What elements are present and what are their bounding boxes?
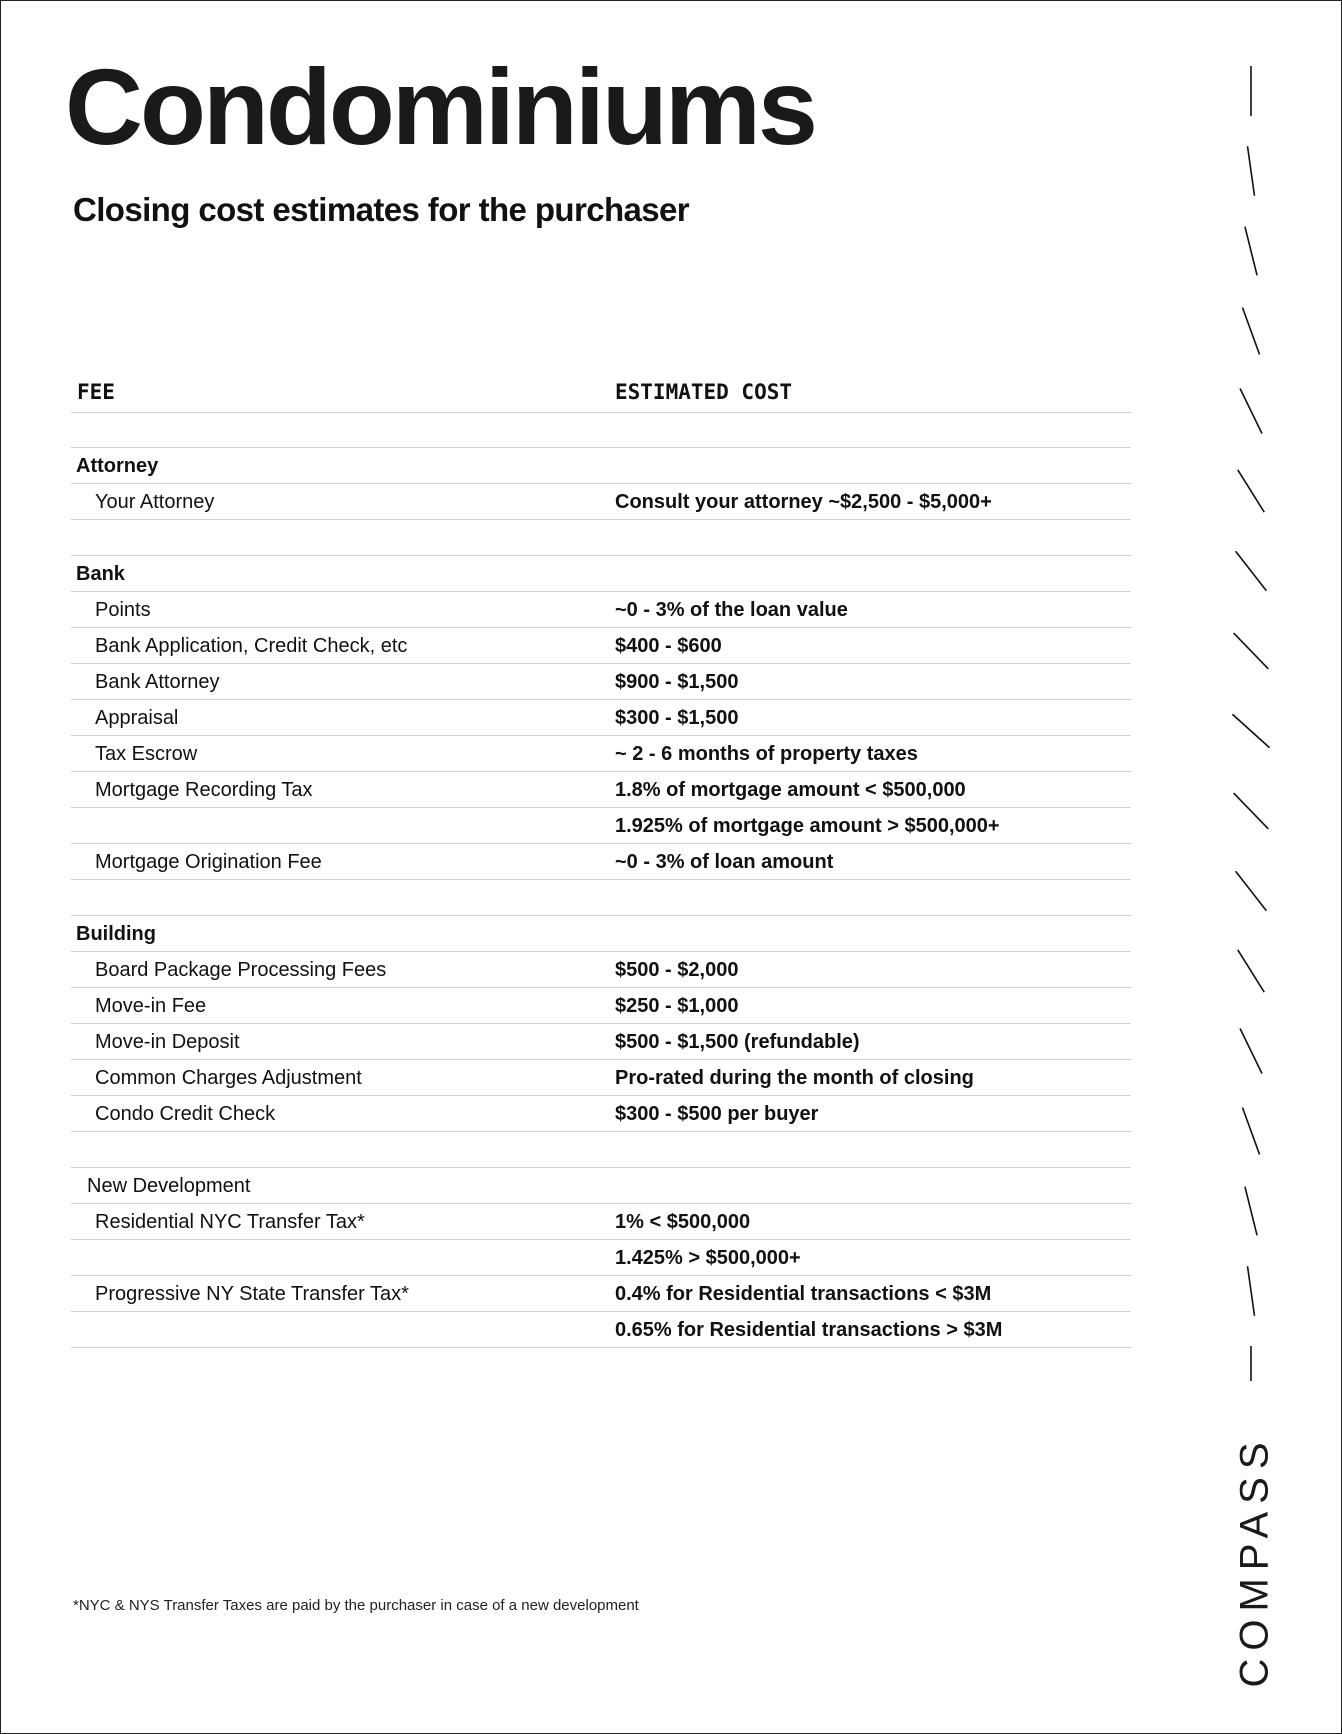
page-subtitle: Closing cost estimates for the purchaser — [73, 191, 690, 228]
table-row — [71, 1240, 1131, 1276]
cost-value: 1.425% > $500,000+ — [615, 1247, 801, 1269]
fee-label: Building — [76, 923, 156, 945]
compass-tick — [1245, 1187, 1257, 1236]
fee-column-header: FEE — [77, 380, 115, 404]
section-row — [71, 448, 1131, 484]
table-row — [71, 1060, 1131, 1096]
fee-label: Mortgage Origination Fee — [95, 851, 322, 873]
compass-tick — [1234, 633, 1269, 669]
compass-tick — [1242, 1108, 1259, 1155]
fee-label: Points — [95, 599, 151, 621]
compass-tick — [1248, 1266, 1255, 1316]
fee-label: Appraisal — [95, 707, 179, 729]
cost-value: $400 - $600 — [615, 635, 722, 657]
cost-value: $500 - $2,000 — [615, 959, 739, 981]
fee-label: Residential NYC Transfer Tax* — [95, 1211, 365, 1233]
cost-value: $500 - $1,500 (refundable) — [615, 1031, 860, 1053]
table-row — [71, 484, 1131, 520]
fee-label: Common Charges Adjustment — [95, 1067, 362, 1089]
fee-label: Progressive NY State Transfer Tax* — [95, 1283, 409, 1305]
cost-column-header: ESTIMATED COST — [615, 380, 793, 404]
compass-tick — [1245, 227, 1257, 276]
table-row — [71, 700, 1131, 736]
cost-value: Pro-rated during the month of closing — [615, 1067, 974, 1089]
table-row — [71, 1312, 1131, 1348]
cost-value: 0.65% for Residential transactions > $3M — [615, 1319, 1003, 1341]
compass-tick — [1238, 950, 1264, 992]
compass-tick — [1238, 470, 1264, 512]
fee-label: Attorney — [76, 455, 159, 477]
footnote: *NYC & NYS Transfer Taxes are paid by the purchaser in case of a new development — [73, 1597, 639, 1614]
section-row — [71, 556, 1131, 592]
compass-tick — [1240, 389, 1262, 434]
compass-logo: COMPASS — [1232, 1434, 1277, 1688]
section-row — [71, 1168, 1131, 1204]
fee-label: Bank — [76, 563, 125, 585]
cost-value: 1% < $500,000 — [615, 1211, 751, 1233]
fee-label: Bank Attorney — [95, 671, 220, 693]
cost-value: 1.925% of mortgage amount > $500,000+ — [615, 815, 1000, 837]
table-row — [71, 772, 1131, 808]
table-row — [71, 844, 1131, 880]
table-row — [71, 988, 1131, 1024]
cost-value: ~ 2 - 6 months of property taxes — [615, 743, 918, 765]
fee-label: Move-in Deposit — [95, 1031, 240, 1053]
table-row — [71, 664, 1131, 700]
compass-tick — [1236, 871, 1267, 910]
table-row — [71, 952, 1131, 988]
table-row — [71, 808, 1131, 844]
fee-label: Tax Escrow — [95, 743, 198, 765]
compass-tick — [1248, 146, 1255, 196]
cost-value: 1.8% of mortgage amount < $500,000 — [615, 779, 966, 801]
table-row — [71, 628, 1131, 664]
fee-label: Bank Application, Credit Check, etc — [95, 635, 408, 657]
table-row — [71, 1204, 1131, 1240]
cost-value: $300 - $1,500 — [615, 707, 739, 729]
table-row — [71, 1096, 1131, 1132]
cost-value: ~0 - 3% of the loan value — [615, 599, 848, 621]
cost-value: $250 - $1,000 — [615, 995, 739, 1017]
compass-tick — [1242, 308, 1259, 355]
cost-value: ~0 - 3% of loan amount — [615, 851, 834, 873]
fee-label: New Development — [87, 1175, 251, 1197]
spacer-row — [71, 520, 1131, 556]
fee-label: Board Package Processing Fees — [95, 959, 387, 981]
fee-label: Move-in Fee — [95, 995, 207, 1017]
cost-value: $300 - $500 per buyer — [615, 1103, 819, 1125]
table-row — [71, 592, 1131, 628]
compass-tick — [1234, 793, 1269, 829]
cost-value: $900 - $1,500 — [615, 671, 739, 693]
table-header — [71, 376, 1131, 413]
spacer-row — [71, 412, 1131, 448]
table-row — [71, 736, 1131, 772]
spacer-row — [71, 1132, 1131, 1168]
compass-tick — [1240, 1029, 1262, 1074]
fee-table — [71, 412, 1131, 1348]
decorative-compass-ticks — [1221, 61, 1281, 1381]
compass-tick — [1232, 714, 1269, 747]
table-row — [71, 1024, 1131, 1060]
fee-label: Condo Credit Check — [95, 1103, 276, 1125]
section-row — [71, 916, 1131, 952]
fee-label: Mortgage Recording Tax — [95, 779, 313, 801]
page-title: Condominiums — [65, 46, 815, 167]
cost-value: 0.4% for Residential transactions < $3M — [615, 1283, 992, 1305]
table-row — [71, 1276, 1131, 1312]
fee-label: Your Attorney — [95, 491, 215, 513]
cost-value: Consult your attorney ~$2,500 - $5,000+ — [615, 491, 992, 513]
compass-tick — [1236, 551, 1267, 590]
spacer-row — [71, 880, 1131, 916]
